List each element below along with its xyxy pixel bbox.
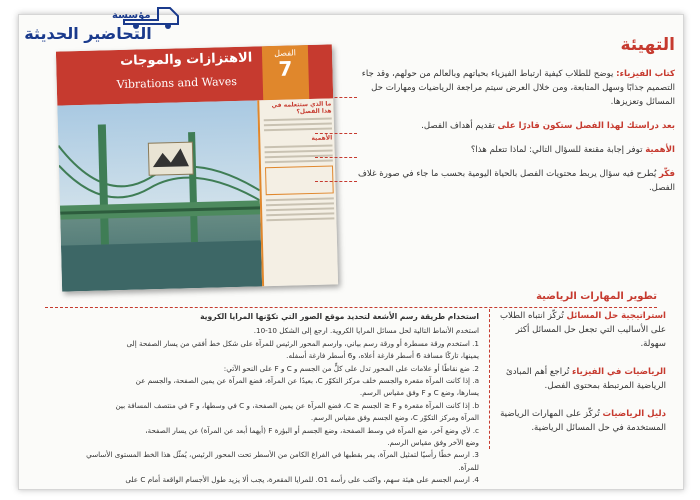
chapter-badge	[262, 45, 309, 100]
p2-text: تقديم أهداف الفصل.	[421, 121, 498, 131]
feature-item	[496, 309, 666, 351]
math-skills-body	[45, 311, 479, 487]
body-line: استخدم الأنماط التالية لحل مسائل المرايا الكروية. ارجع إلى الشكل 10-10.	[253, 326, 479, 336]
pointer-line-1	[315, 97, 357, 98]
body-line: c. لأي وضع آخر، ضع المرآة في وسط الصفحة، وضع الجسم أو البؤرة F (أيهما أبعد عن المرآة) عن يسار الصفحة،	[145, 425, 479, 435]
body-line: للمرآة.	[458, 462, 479, 472]
cover-title-arabic: الاهتزازات والموجات	[119, 50, 253, 69]
bridge-photo	[57, 100, 262, 291]
body-line: 1. استخدم ورقة مسطرة أو ورقة رسم بياني، وارسم المحور الرئيس للمرآة على شكل خط أفقي من يسار الصفحة إلى	[126, 338, 479, 348]
pointer-line-2	[315, 133, 357, 134]
feature-key: دليل الرياضيات	[602, 409, 666, 419]
p1-key: كتاب الفيزياء:	[616, 69, 675, 79]
p1-text: يوضح للطلاب كيفية ارتباط الفيزياء بحياتهم وبالعالم من حولهم، وقد جاء التصميم جذابًا وسهل المتابعة، ومن خلال العرض سيتم مراجعة الرياضيات ومهارات حل المسائل وتعزيزها.	[361, 69, 675, 107]
logo-org: مؤسسة	[112, 10, 151, 21]
features-list	[489, 309, 666, 449]
p2-key: بعد دراستك لهذا الفصل ستكون قادرًا على	[497, 121, 675, 131]
body-line: يمينها، تاركًا مسافة 6 أسطر فارغة أعلاه، و6 أسطر فارغة أسفله.	[286, 351, 479, 361]
pointer-line-4	[315, 181, 357, 182]
p4-text: يُطرح فيه سؤال يربط محتويات الفصل بالحياة اليومية بحسب ما جاء في صورة غلاف الفصل.	[358, 169, 675, 193]
feature-item	[496, 365, 666, 393]
feature-text: تُركّز على المهارات الرياضية المستخدمة في حل المسائل الرياضية.	[500, 409, 666, 433]
feature-key: الرياضيات في الفيزياء	[571, 367, 666, 377]
document-page	[18, 14, 684, 490]
bridge-icon	[57, 100, 262, 291]
body-line: المرآة ومركز التكوّر C، وضع الجسم وفق مقياس الرسم.	[310, 413, 479, 423]
body-line: a. إذا كانت المرآة مقعرة والجسم خلف مركز التكوّر C، بعيدًا عن المرآة، فضع المرآة عن يمين الصفحة، والجسم عن	[135, 376, 479, 386]
feature-key: استراتيجية حل المسائل	[566, 311, 666, 321]
intro-section	[353, 35, 675, 205]
chapter-number: 7	[278, 56, 293, 81]
math-skills-header: استخدام طريقة رسم الأشعة لتحديد موقع الصور التي تكوّنها المرايا الكروية	[200, 312, 479, 321]
body-line: 4. ارسم الجسم على هيئة سهم، واكتب على رأسه O1. للمرايا المقعرة، يجب ألا يزيد طول الأجسام الواقعة أمام C على	[125, 475, 479, 485]
body-line: وضع الآخر وفق مقياس الرسم.	[387, 438, 479, 448]
body-line: b. إذا كانت المرآة مقعرة و F ≤ الجسم ≤ C، فضع المرآة عن يمين الصفحة، و C في وسطها، و F في منتصف المسافة بين	[115, 400, 479, 410]
cover-title-english: Vibrations and Waves	[116, 74, 238, 92]
pointer-line-3	[315, 157, 357, 158]
site-logo	[2, 2, 182, 46]
p3-text: توفر إجابة مقنعة للسؤال التالي: لماذا تتعلم هذا؟	[470, 145, 646, 155]
body-line: 2. ضع نقاطًا أو علامات على المحور تدل على كلٍّ من الجسم و C و F على النحو الآتي:	[223, 363, 479, 373]
body-line: 3. ارسم خطًا رأسيًا لتمثيل المرآة، يمر بقطبها في الفراغ الكامن من الأسطر تحت المحور الرئيس، يُمثّل هذا الخط المستوى الأساسي	[86, 450, 479, 460]
sidebar-label-importance: الأهمية	[311, 134, 333, 142]
chapter-label: الفصل	[274, 48, 296, 58]
cover-sidebar	[257, 98, 338, 286]
body-line: يسارها، وضع C و F وفق مقياس الرسم.	[359, 388, 479, 398]
intro-paragraph-2	[353, 119, 675, 133]
feature-text: تُراجع أهم المبادئ الرياضية المرتبطة بمحتوى الفصل.	[506, 367, 666, 391]
book-cover-image	[56, 44, 338, 291]
section-heading: تطوير المهارات الرياضية	[45, 291, 657, 308]
p3-key: الأهمية	[645, 145, 675, 155]
intro-paragraph-1	[353, 67, 675, 109]
intro-paragraph-4	[353, 167, 675, 195]
logo-brand: التحاضير الحديثة	[24, 24, 152, 43]
intro-paragraph-3	[353, 143, 675, 157]
intro-heading: التهيئة	[620, 35, 675, 55]
feature-text: تُركّز انتباه الطلاب على الأساليب التي تجعل حل المسائل أكثر سهولة.	[499, 311, 666, 349]
p4-key: فكّر	[659, 169, 675, 179]
sidebar-label: ما الذي ستتعلمه في هذا الفصل؟	[271, 100, 332, 116]
feature-item	[496, 407, 666, 435]
